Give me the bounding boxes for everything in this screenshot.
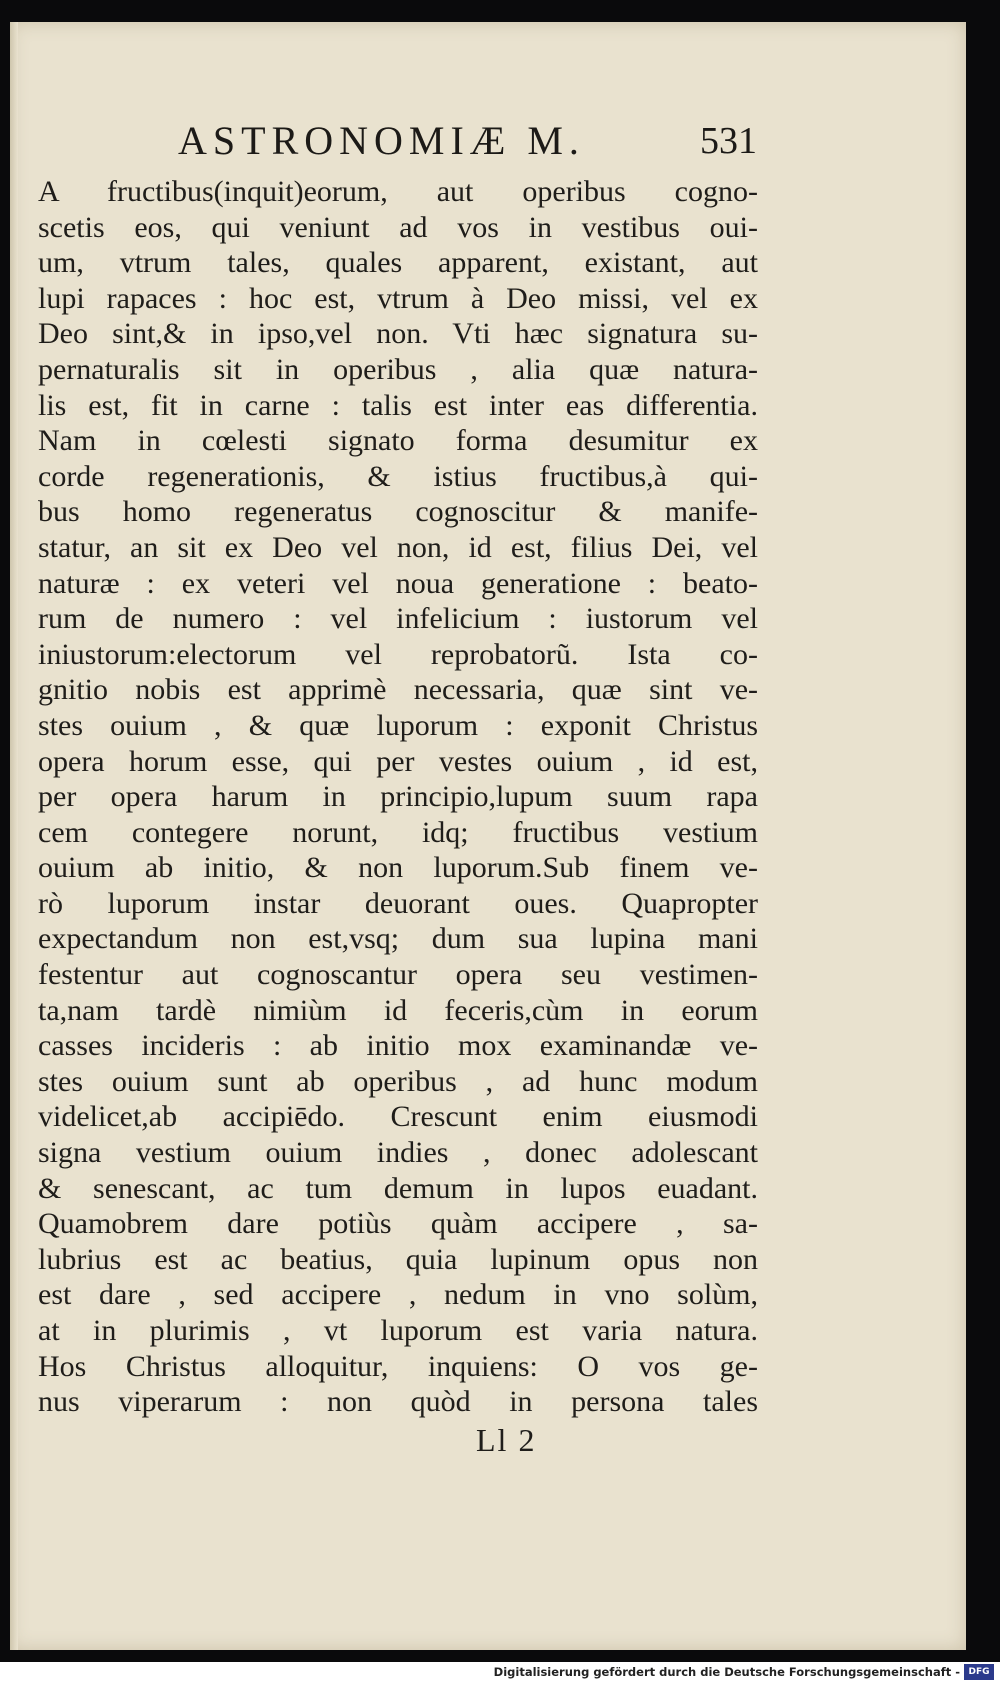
text-line: cem contegere norunt, idq; fructibus vestium (38, 815, 758, 849)
text-line: est dare , sed accipere , nedum in vno solùm, (38, 1278, 758, 1312)
body-text (38, 174, 758, 1420)
text-line: stes ouium sunt ab operibus , ad hunc modum (38, 1064, 758, 1098)
text-line: Hos Christus alloquitur, inquiens: O vos ge- (38, 1349, 758, 1383)
footer-bar (0, 1662, 1000, 1683)
text-line: per opera harum in principio,lupum suum rapa (38, 780, 758, 814)
text-line: signa vestium ouium indies , donec adolescant (38, 1136, 758, 1170)
text-line: stes ouium , & quæ luporum : exponit Christus (38, 708, 758, 742)
funding-credit: Digitalisierung gefördert durch die Deutsche Forschungsgemeinschaft - (493, 1665, 960, 1679)
running-title: ASTRONOMIÆ M. (178, 118, 585, 163)
text-line: Deo sint,& in ipso,vel non. Vti hæc signatura su- (38, 317, 758, 351)
signature-mark: Ll 2 (476, 1422, 537, 1458)
text-line: expectandum non est,vsq; dum sua lupina mani (38, 922, 758, 956)
text-line: rò luporum instar deuorant oues. Quapropter (38, 886, 758, 920)
text-line: bus homo regeneratus cognoscitur & manife- (38, 495, 758, 529)
text-line: lupi rapaces : hoc est, vtrum à Deo missi, vel ex (38, 281, 758, 315)
text-line: A fructibus(inquit)eorum, aut operibus cogno- (38, 175, 758, 208)
page-edge (10, 22, 18, 1650)
text-line: nus viperarum : non quòd in persona tales (38, 1385, 758, 1419)
text-line: iniustorum:electorum vel reprobatorũ. Ista co- (38, 637, 758, 671)
text-line: & senescant, ac tum demum in lupos euadant. (38, 1171, 758, 1205)
text-line: lis est, fit in carne : talis est inter eas differentia. (38, 388, 758, 422)
text-line: videlicet,ab accipiēdo. Crescunt enim eiusmodi (38, 1100, 758, 1134)
text-line: um, vtrum tales, quales apparent, existant, aut (38, 246, 758, 280)
text-line: rum de numero : vel infelicium : iustorum vel (38, 602, 758, 636)
running-head (10, 117, 966, 167)
text-line: ta,nam tardè nimiùm id feceris,cùm in eorum (38, 993, 758, 1027)
text-line: casses incideris : ab initio mox examinandæ ve- (38, 1029, 758, 1063)
text-line: Nam in cœlesti signato forma desumitur ex (38, 424, 758, 458)
dfg-logo: DFG (964, 1664, 994, 1680)
text-line: festentur aut cognoscantur opera seu vestimen- (38, 958, 758, 992)
text-line: Quamobrem dare potiùs quàm accipere , sa- (38, 1207, 758, 1241)
text-line: statur, an sit ex Deo vel non, id est, filius Dei, vel (38, 530, 758, 564)
page-number: 531 (700, 120, 757, 162)
book-page (10, 22, 966, 1650)
text-line: naturæ : ex veteri vel noua generatione : beato- (38, 566, 758, 600)
text-line: ouium ab initio, & non luporum.Sub finem ve- (38, 851, 758, 885)
text-line: gnitio nobis est apprimè necessaria, quæ sint ve- (38, 673, 758, 707)
text-line: lubrius est ac beatius, quia lupinum opus non (38, 1242, 758, 1276)
text-line: pernaturalis sit in operibus , alia quæ natura- (38, 352, 758, 386)
text-line: scetis eos, qui veniunt ad vos in vestibus oui- (38, 210, 758, 244)
text-line: opera horum esse, qui per vestes ouium , id est, (38, 744, 758, 778)
text-line: corde regenerationis, & istius fructibus,à qui- (38, 459, 758, 493)
text-line: at in plurimis , vt luporum est varia natura. (38, 1314, 758, 1347)
